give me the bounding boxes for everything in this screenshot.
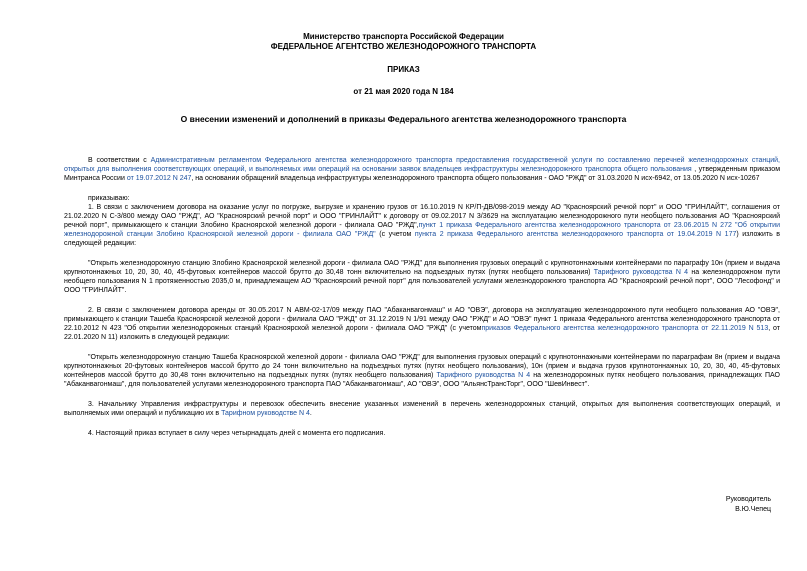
document-title: О внесении изменений и дополнений в приказы Федерального агентства железнодорожного транспорта [180,114,627,124]
signer-name: В.Ю.Чепец [735,506,771,513]
order-272-link[interactable]: пункт 1 приказа Федерального агентства железнодорожного транспорта от 23.06.2015 N 272 "Об открытии железнодорожной станции Злобино Красноярской железной дороги - филиала ОАО "РЖД" [64,222,780,238]
document-body [64,156,780,438]
quote-2-text-1: "Открыть железнодорожную станцию Ташеба Красноярской железной дороги - филиала ОАО "РЖД" для выполнения грузовых операций с крупнотоннажными контейнерами по параграфам 8н (прием и выдача крупнотоннажных 20-футовых контейнеров массой брутто до 24 тонн включительно на подъездных путях (путях необщего пользования), 10н (прием и выдача грузов крупнотоннажных 10, 20, 30, 40, 45-футовых контейнеров массой брутто до 30,48 тонн включительно на подъездных путях (путях необщего пользования) [64,354,780,379]
item-3-text-2: . [309,410,312,417]
preamble-paragraph [64,156,780,183]
quote-2-paragraph [64,353,780,389]
signer-role: Руководитель [725,496,771,503]
order-177-link[interactable]: пункта 2 приказа Федерального агентства железнодорожного транспорта от 19.04.2019 N 177 [414,231,737,238]
tariff-guide-link-2[interactable]: Тарифного руководства N 4 [436,372,531,379]
order-247-link[interactable]: от 19.07.2012 N 247 [126,175,192,182]
quote-1-text-1: "Открыть железнодорожную станцию Злобино Красноярской железной дороги - филиала ОАО "РЖД" для выполнения грузовых операций с крупнотоннажными контейнерами по параграфу 10н (прием и выдача крупнотоннажных 10, 20, 30, 40, 45-футовых контейнеров массой брутто до 30,48 тонн включительно на подъездных путях (путях необщего пользования) [64,260,780,276]
item-1-text-2: (с учетом [375,231,415,238]
document-type-heading: ПРИКАЗ [387,65,420,74]
regulation-link[interactable]: Административным регламентом Федерального агентства железнодорожного транспорта предоставления государственной услуги по составлению перечней железнодорожных станций, открытых для выполнения соответствующих операций, и выполняемых ими операций на основании заявок владельцев инфраструктуры железнодорожного транспорта общего пользования [64,157,781,173]
item-1-paragraph [64,203,780,248]
tariff-guide-link-1[interactable]: Тарифного руководства N 4 [593,269,689,276]
quote-1-paragraph [64,259,780,295]
order-word: приказываю: [88,195,130,202]
quote-2-text-2: на железнодорожных путях необщего пользования, принадлежащих ПАО "Абаканвагонмаш", для пользователей услугами железнодорожного транспорта ПАО "Абаканвагонмаш", АО "ОВЭ", ООО "АльянсТрансТорг", ООО "ШевИнвест". [64,372,780,388]
order-513-link[interactable]: приказов Федерального агентства железнодорожного транспорта от 22.11.2019 N 513 [481,325,769,332]
ministry-heading: Министерство транспорта Российской Федерации [303,32,504,41]
item-2-paragraph [64,306,780,342]
tariff-guide-link-3[interactable]: Тарифном руководстве N 4 [221,410,310,417]
item-1-text-1: 1. В связи с заключением договора на оказание услуг по погрузке, выгрузке и хранению грузов от 16.10.2019 N КР/П-ДВ/098-2019 между АО "Красноярский речной порт" и ООО "ГРИНЛАЙТ", соглашения от 21.02.2020 N С-3/800 между ОАО "РЖД", АО "Красноярский речной порт" и ООО "ГРИНЛАЙТ" к договору от 09.02.2017 N 3/3629 на эксплуатацию железнодорожного пути необщего пользования АО "Красноярский речной порт", примыкающего к станции Злобино Красноярской железной дороги - филиала ОАО "РЖД", [64,204,780,229]
item-2-text-1: 2. В связи с заключением договора аренды от 30.05.2017 N АВМ-02-17/09 между ПАО "Абаканвагонмаш" и АО "ОВЭ", договора на эксплуатацию железнодорожного пути необщего пользования АО "ОВЭ", примыкающего к станции Ташеба Красноярской железной дороги - филиала ОАО "РЖД" от 31.12.2019 N 1/91 между ОАО "РЖД" и АО "ОВЭ" пункт 1 приказа Федерального агентства железнодорожного транспорта от 22.10.2012 N 423 "Об открытии железнодорожных станций Красноярской железной дороги - филиала ОАО "РЖД" (с учетом [64,307,780,332]
agency-heading: ФЕДЕРАЛЬНОЕ АГЕНТСТВО ЖЕЛЕЗНОДОРОЖНОГО ТРАНСПОРТА [270,42,537,51]
document-date-number: от 21 мая 2020 года N 184 [353,87,454,96]
item-1-text-3: ) изложить в следующей редакции: [64,231,781,247]
item-3-text-1: 3. Начальнику Управления инфраструктуры и перевозок обеспечить внесение указанных изменений в перечень железнодорожных станций, открытых для выполнения соответствующих операций, и выполняемых ими операций и публикацию их в [64,401,780,417]
preamble-text-2: , утвержденным приказом Минтранса России [64,166,781,182]
item-4-paragraph: 4. Настоящий приказ вступает в силу через четырнадцать дней с момента его подписания. [88,430,386,437]
item-3-paragraph [64,400,780,418]
preamble-text-1: В соответствии с [88,157,151,164]
item-2-text-2: , от 22.01.2020 N 11) изложить в следующей редакции: [64,325,780,341]
signature-block [726,495,771,515]
preamble-text-3: , на основании обращений владельца инфраструктуры железнодорожного транспорта общего пользования - ОАО "РЖД" от 31.03.2020 N исх-6942, от 13.05.2020 N исх-10267 [191,175,760,182]
quote-1-text-2: на железнодорожном пути необщего пользования N 1 протяженностью 2035,0 м, принадлежащем АО "Красноярский речной порт" для пользователей услугами железнодорожного транспорта АО "Красноярский речной порт", ООО "Лесофонд" и ООО "ГРИНЛАЙТ". [64,269,780,294]
